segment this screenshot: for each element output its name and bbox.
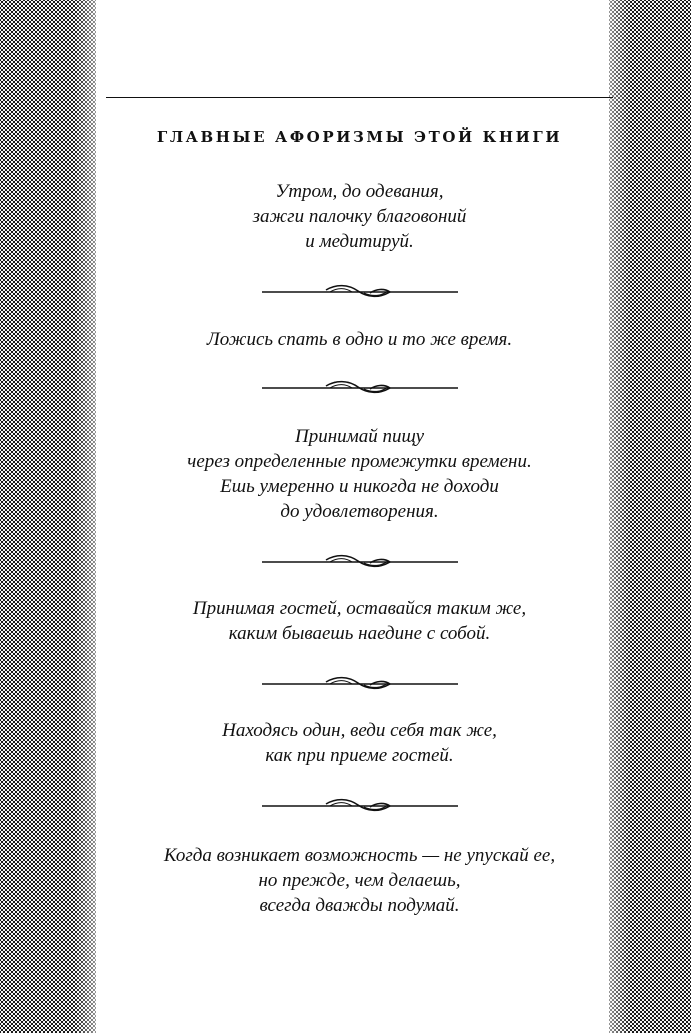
aphorism-line: Когда возникает возможность — не упускай ее, [163, 845, 556, 866]
aphorism-line: Находясь один, веди себя так же, [222, 720, 497, 741]
aphorism-4 [106, 596, 613, 646]
aphorism-2 [106, 327, 613, 352]
flourish-divider-icon [262, 380, 458, 396]
flourish-divider-icon [262, 798, 458, 814]
aphorism-line: до удовлетворения. [280, 501, 439, 522]
aphorism-3 [106, 424, 613, 524]
aphorism-line: как при приеме гостей. [265, 745, 454, 766]
halftone-border-right [609, 0, 691, 1033]
aphorism-line: зажги палочку благовоний [252, 206, 467, 227]
aphorism-line: всегда дважды подумай. [259, 895, 460, 916]
aphorism-line: через определенные промежутки времени. [187, 451, 532, 472]
flourish-divider-icon [262, 554, 458, 570]
aphorism-line: и медитируй. [305, 231, 414, 252]
aphorism-line: каким бываешь наедине с собой. [228, 623, 491, 644]
aphorism-line: Ложись спать в одно и то же время. [206, 329, 513, 350]
aphorism-line: но прежде, чем делаешь, [258, 870, 461, 891]
flourish-divider-icon [262, 676, 458, 692]
top-rule [106, 97, 613, 98]
aphorism-5 [106, 718, 613, 768]
aphorism-line: Принимая гостей, оставайся таким же, [192, 598, 527, 619]
aphorism-line: Ешь умеренно и никогда не доходи [220, 476, 499, 497]
aphorism-1 [106, 179, 613, 254]
flourish-divider-icon [262, 284, 458, 300]
aphorism-line: Утром, до одевания, [275, 181, 444, 202]
aphorism-line: Принимай пищу [294, 426, 425, 447]
page-title: ГЛАВНЫЕ АФОРИЗМЫ ЭТОЙ КНИГИ [156, 128, 563, 146]
halftone-border-left [0, 0, 96, 1033]
aphorism-6 [106, 843, 613, 918]
